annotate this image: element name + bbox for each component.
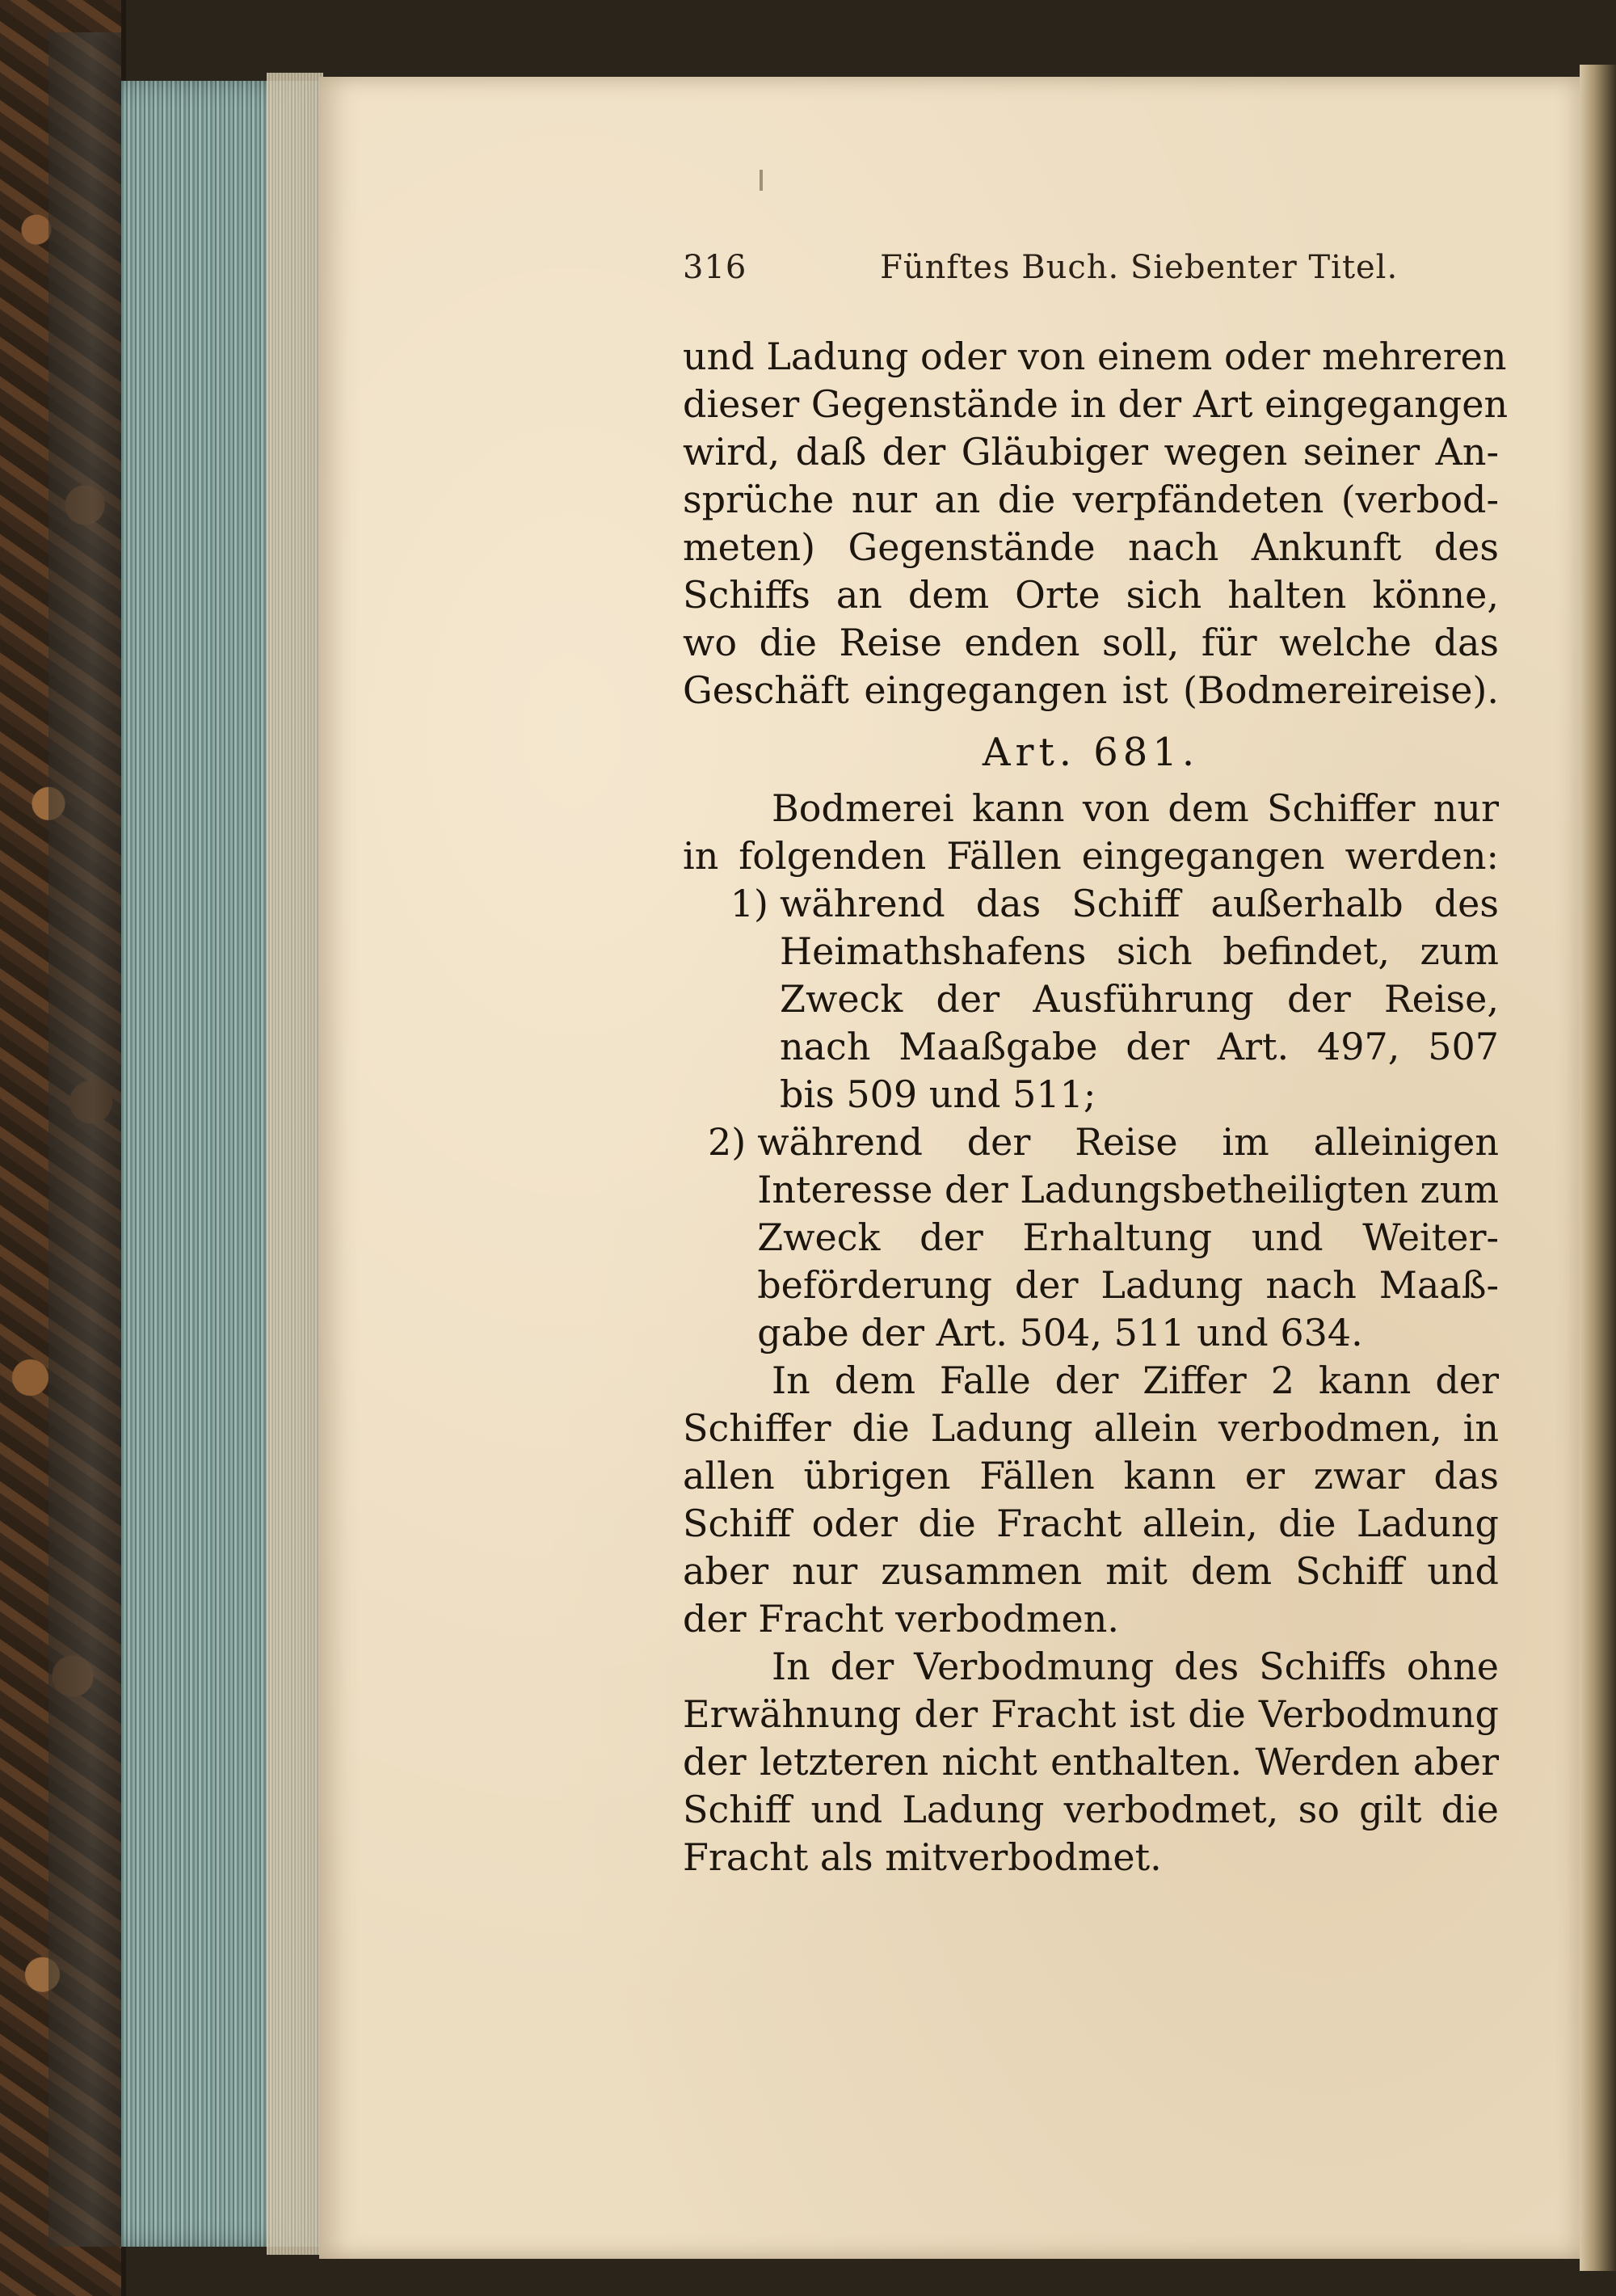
text-line: und Ladung oder von einem oder mehreren [683,335,1507,378]
text-line: nach Maaßgabe der Art. 497, 507 [780,1025,1499,1068]
text-line: In dem Falle der Ziffer 2 kann der [772,1359,1499,1402]
text-line: Schiff und Ladung verbodmet, so gilt die [683,1788,1499,1831]
text-line: beförderung der Ladung nach Maaß- [757,1263,1499,1307]
text-line: der letzteren nicht enthalten. Werden aber [683,1740,1499,1784]
text-line: in folgenden Fällen eingegangen werden: [683,834,1499,878]
text-line: dieser Gegenstände in der Art eingegangen [683,382,1509,426]
paragraph [683,1643,1499,1881]
text-line: Schiffs an dem Orte sich halten könne, [683,573,1499,617]
text-line: bis 509 und 511; [780,1072,1096,1116]
intro-paragraph [683,333,1509,714]
running-title: Fünftes Buch. Siebenter Titel. [880,249,1399,286]
text-line: meten) Gegenstände nach Ankunft des [683,525,1499,569]
text-line: gabe der Art. 504, 511 und 634. [757,1311,1363,1354]
text-line: Zweck der Ausführung der Reise, [780,977,1499,1021]
text-line: Interesse der Ladungsbetheiligten zum [757,1168,1499,1211]
text-line: Fracht als mitverbodmet. [683,1835,1162,1879]
item-number: 1) [730,882,768,925]
text-line: Schiff oder die Fracht allein, die Ladung [683,1502,1499,1545]
page-number: 316 [683,249,747,286]
text-line: der Fracht verbodmen. [683,1597,1119,1641]
text-line: während das Schiff außerhalb des [780,882,1499,925]
text-line: Schiffer die Ladung allein verbodmen, in [683,1406,1499,1450]
page-header [683,249,1499,286]
item-number: 2) [707,1120,747,1164]
article-heading: Art. 681. [982,730,1200,775]
text-line: während der Reise im alleinigen [757,1120,1499,1164]
text-line: wird, daß der Gläubiger wegen seiner An- [683,430,1499,474]
page-edges-light [267,73,323,2255]
article-lead [683,785,1499,880]
cover-spine-strip [48,32,121,2247]
page-mark [760,170,763,191]
list-item [683,880,1499,1119]
text-line: aber nur zusammen mit dem Schiff und [683,1549,1499,1593]
text-line: Geschäft eingegangen ist (Bodmereireise). [683,668,1499,712]
text-line: Erwähnung der Fracht ist die Verbodmung [683,1692,1499,1736]
text-line: wo die Reise enden soll, für welche das [683,621,1499,664]
text-line: sprüche nur an die verpfändeten (verbod- [683,478,1499,521]
text-line: In der Verbodmung des Schiffs ohne [772,1645,1499,1688]
text-line: Bodmerei kann von dem Schiffer nur [772,786,1499,830]
paragraph [683,1357,1499,1643]
page-body [683,333,1509,1881]
facing-page-edge [1580,65,1616,2271]
text-line: Zweck der Erhaltung und Weiter- [757,1215,1499,1259]
text-line: Heimathshafens sich befindet, zum [780,929,1499,973]
list-item [683,1119,1499,1357]
text-line: allen übrigen Fällen kann er zwar das [683,1454,1499,1498]
